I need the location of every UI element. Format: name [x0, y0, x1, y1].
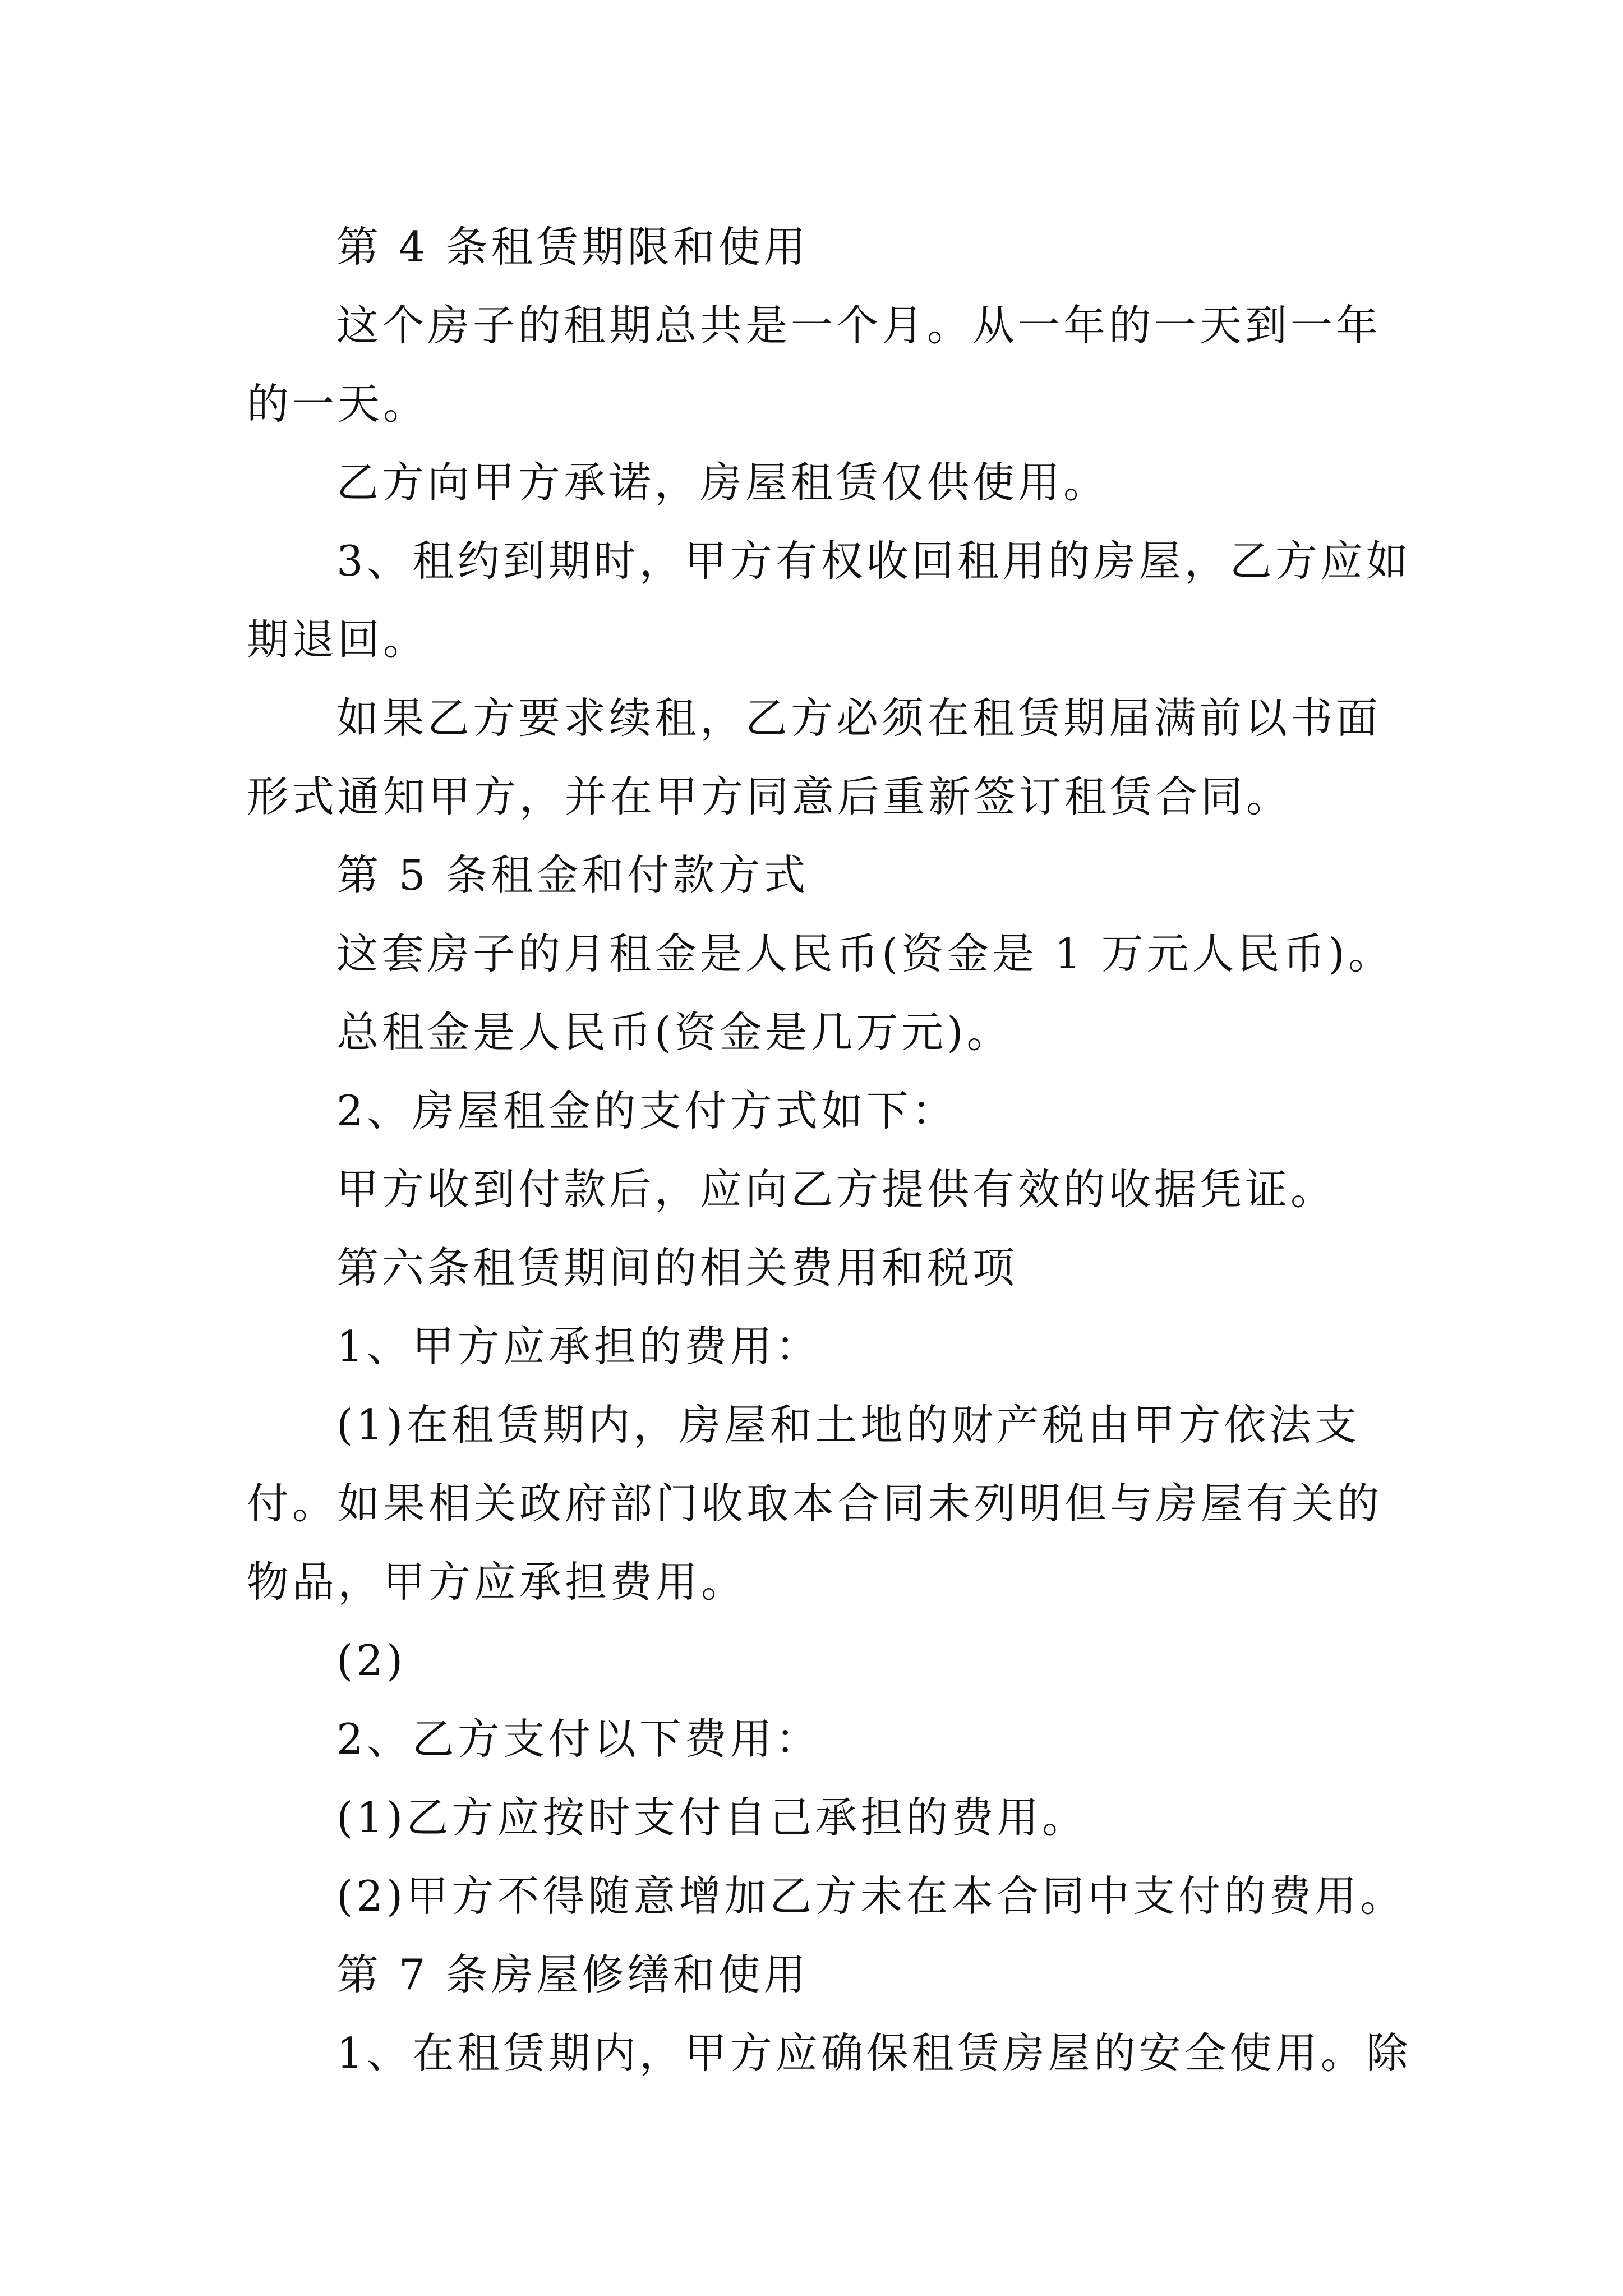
article-4-heading: 第 4 条租赁期限和使用 — [336, 222, 809, 272]
safety-paragraph: 1、在租赁期内，甲方应确保租赁房屋的安全使用。除 — [336, 2028, 1412, 2078]
lease-expiry-paragraph: 3、租约到期时，甲方有权收回租用的房屋，乙方应如期退回。 — [247, 536, 1412, 664]
article-5-heading: 第 5 条租金和付款方式 — [336, 850, 809, 900]
document-body — [247, 208, 1413, 2092]
article-7-heading: 第 7 条房屋修缮和使用 — [336, 1950, 809, 1999]
use-commitment-paragraph: 乙方向甲方承诺，房屋租赁仅供使用。 — [336, 458, 1109, 507]
property-tax-paragraph: (1)在租赁期内，房屋和土地的财产税由甲方依法支付。如果相关政府部门收取本合同未列明但与房屋有关的物品，甲方应承担费用。 — [247, 1400, 1383, 1607]
party-b-costs-paragraph: 2、乙方支付以下费用： — [336, 1714, 821, 1764]
lease-term-paragraph: 这个房子的租期总共是一个月。从一年的一天到一年的一天。 — [247, 301, 1382, 429]
payment-method-paragraph: 2、房屋租金的支付方式如下： — [336, 1086, 957, 1135]
party-a-costs-paragraph: 1、甲方应承担的费用： — [336, 1322, 821, 1371]
item-2-placeholder: (2) — [336, 1636, 407, 1685]
renewal-paragraph: 如果乙方要求续租，乙方必须在租赁期届满前以书面形式通知甲方，并在甲方同意后重新签订租赁合同。 — [247, 693, 1382, 821]
total-rent-paragraph: 总租金是人民币(资金是几万元)。 — [336, 1007, 1012, 1057]
party-b-item-2-paragraph: (2)甲方不得随意增加乙方未在本合同中支付的费用。 — [336, 1871, 1406, 1921]
article-6-heading: 第六条租赁期间的相关费用和税项 — [336, 1243, 1018, 1292]
monthly-rent-paragraph: 这套房子的月租金是人民币(资金是 1 万元人民币)。 — [336, 929, 1394, 978]
receipt-paragraph: 甲方收到付款后，应向乙方提供有效的收据凭证。 — [336, 1165, 1336, 1214]
party-b-item-1-paragraph: (1)乙方应按时支付自己承担的费用。 — [336, 1793, 1088, 1842]
